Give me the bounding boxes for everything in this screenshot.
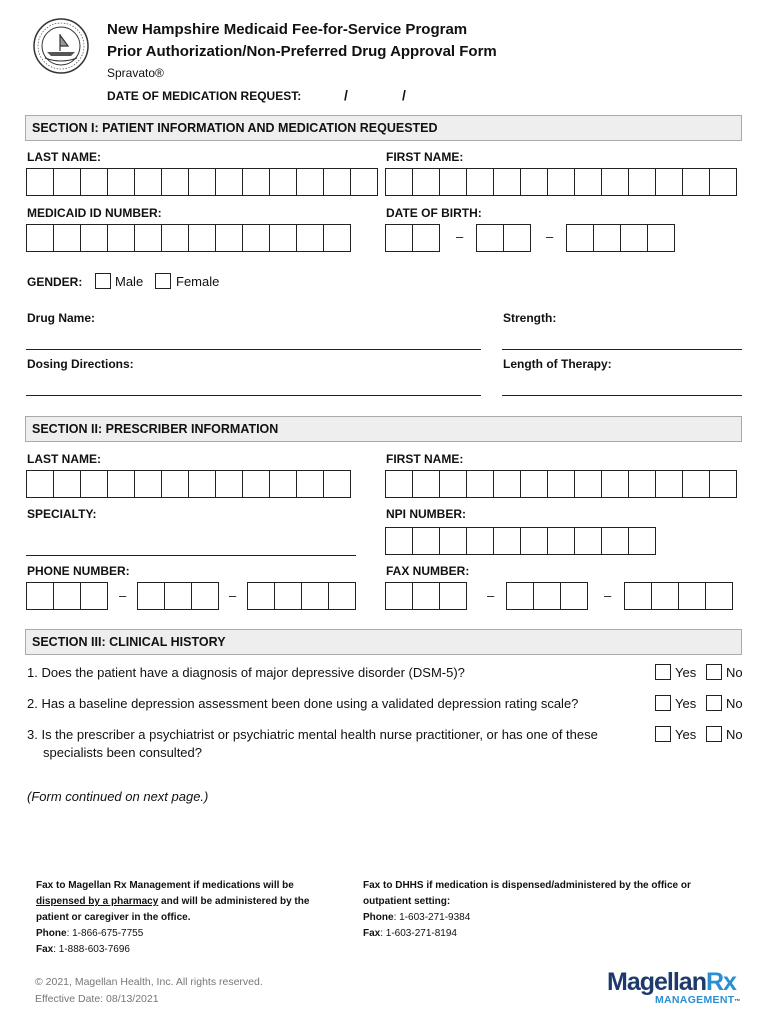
footer-left-line1: Fax to Magellan Rx Management if medications will be (36, 880, 294, 891)
char-box[interactable] (601, 168, 629, 196)
q2-yes-checkbox[interactable] (655, 695, 671, 711)
char-box[interactable] (574, 470, 602, 498)
char-box[interactable] (53, 470, 81, 498)
char-box[interactable] (53, 582, 81, 610)
form-title-line2: Prior Authorization/Non-Preferred Drug Approval Form (107, 43, 497, 60)
char-box[interactable] (53, 224, 81, 252)
char-box[interactable] (247, 582, 275, 610)
q1-yes-checkbox[interactable] (655, 664, 671, 680)
phone-dash-2: – (229, 588, 237, 603)
char-box[interactable] (655, 168, 683, 196)
char-box[interactable] (574, 168, 602, 196)
form-title-line1: New Hampshire Medicaid Fee-for-Service Program (107, 21, 468, 38)
logo-magellan-text: Magellan (607, 968, 706, 996)
char-box[interactable] (188, 224, 216, 252)
gender-male-checkbox[interactable] (95, 273, 111, 289)
char-box[interactable] (215, 224, 243, 252)
question-3-line2: specialists been consulted? (43, 745, 202, 760)
char-box[interactable] (705, 582, 733, 610)
char-box[interactable] (624, 582, 652, 610)
footer-left-line2: dispensed by a pharmacy and will be administered by the (36, 896, 310, 907)
char-box[interactable] (301, 582, 329, 610)
char-box[interactable] (520, 168, 548, 196)
char-box[interactable] (26, 168, 54, 196)
prescriber-first-name-label: FIRST NAME: (386, 452, 464, 466)
fax-label: FAX NUMBER: (386, 564, 470, 578)
char-box[interactable] (215, 168, 243, 196)
state-seal (33, 18, 89, 74)
char-box[interactable] (476, 224, 504, 252)
char-box[interactable] (412, 470, 440, 498)
fax-prefix-field[interactable] (506, 582, 588, 610)
char-box[interactable] (566, 224, 594, 252)
char-box[interactable] (134, 168, 162, 196)
form-continued-note: (Form continued on next page.) (27, 789, 209, 804)
dob-month-field[interactable] (385, 224, 440, 252)
dob-dash-1: – (456, 229, 464, 244)
char-box[interactable] (296, 470, 324, 498)
q2-no-label: No (726, 696, 743, 711)
dob-label: DATE OF BIRTH: (386, 206, 482, 220)
q2-no-checkbox[interactable] (706, 695, 722, 711)
char-box[interactable] (682, 168, 710, 196)
char-box[interactable] (574, 527, 602, 555)
char-box[interactable] (323, 224, 351, 252)
char-box[interactable] (651, 582, 679, 610)
dosing-line[interactable] (26, 395, 481, 396)
char-box[interactable] (601, 527, 629, 555)
char-box[interactable] (137, 582, 165, 610)
gender-female-checkbox[interactable] (155, 273, 171, 289)
char-box[interactable] (385, 527, 413, 555)
footer-left (36, 878, 346, 958)
q3-no-label: No (726, 727, 743, 742)
char-box[interactable] (328, 582, 356, 610)
char-box[interactable] (323, 470, 351, 498)
patient-last-name-field[interactable] (26, 168, 378, 196)
char-box[interactable] (493, 168, 521, 196)
length-therapy-line[interactable] (502, 395, 742, 396)
char-box[interactable] (439, 582, 467, 610)
dob-year-field[interactable] (566, 224, 675, 252)
question-3-line1: 3. Is the prescriber a psychiatrist or psychiatric mental health nurse practitioner, or has one of these (27, 727, 598, 742)
char-box[interactable] (628, 470, 656, 498)
char-box[interactable] (53, 168, 81, 196)
char-box[interactable] (412, 582, 440, 610)
char-box[interactable] (242, 224, 270, 252)
char-box[interactable] (385, 168, 413, 196)
phone-label: PHONE NUMBER: (27, 564, 130, 578)
specialty-line[interactable] (26, 555, 356, 556)
char-box[interactable] (107, 470, 135, 498)
gender-label: GENDER: (27, 275, 83, 289)
section-2-header: SECTION II: PRESCRIBER INFORMATION (25, 416, 742, 442)
dosing-label: Dosing Directions: (27, 357, 134, 371)
dob-dash-2: – (546, 229, 554, 244)
char-box[interactable] (533, 582, 561, 610)
phone-line-field[interactable] (247, 582, 356, 610)
char-box[interactable] (385, 224, 413, 252)
char-box[interactable] (593, 224, 621, 252)
strength-label: Strength: (503, 311, 557, 325)
char-box[interactable] (709, 470, 737, 498)
footer-left-fax: Fax: 1-888-603-7696 (36, 944, 130, 955)
char-box[interactable] (134, 224, 162, 252)
phone-prefix-field[interactable] (137, 582, 219, 610)
fax-dash-2: – (604, 588, 612, 603)
char-box[interactable] (161, 224, 189, 252)
char-box[interactable] (107, 224, 135, 252)
char-box[interactable] (466, 527, 494, 555)
npi-field[interactable] (385, 527, 656, 555)
char-box[interactable] (385, 582, 413, 610)
char-box[interactable] (296, 168, 324, 196)
prescriber-last-name-field[interactable] (26, 470, 351, 498)
phone-dash-1: – (119, 588, 127, 603)
char-box[interactable] (269, 470, 297, 498)
char-box[interactable] (134, 470, 162, 498)
footer-right (363, 878, 743, 942)
char-box[interactable] (242, 470, 270, 498)
char-box[interactable] (493, 527, 521, 555)
char-box[interactable] (80, 582, 108, 610)
char-box[interactable] (191, 582, 219, 610)
fax-line-field[interactable] (624, 582, 733, 610)
char-box[interactable] (466, 470, 494, 498)
char-box[interactable] (269, 224, 297, 252)
section-3-header: SECTION III: CLINICAL HISTORY (25, 629, 742, 655)
gender-female-label: Female (176, 274, 220, 289)
char-box[interactable] (493, 470, 521, 498)
specialty-label: SPECIALTY: (27, 507, 97, 521)
char-box[interactable] (188, 168, 216, 196)
char-box[interactable] (188, 470, 216, 498)
drug-name-line[interactable] (26, 349, 481, 350)
phone-area-field[interactable] (26, 582, 108, 610)
char-box[interactable] (26, 224, 54, 252)
footer-left-phone: Phone: 1-866-675-7755 (36, 928, 144, 939)
dob-day-field[interactable] (476, 224, 531, 252)
char-box[interactable] (520, 470, 548, 498)
q3-no-checkbox[interactable] (706, 726, 722, 742)
date-slash-2: / (402, 87, 406, 103)
char-box[interactable] (80, 224, 108, 252)
drug-name-label: Drug Name: (27, 311, 96, 325)
char-box[interactable] (620, 224, 648, 252)
char-box[interactable] (242, 168, 270, 196)
char-box[interactable] (350, 168, 378, 196)
patient-first-name-field[interactable] (385, 168, 737, 196)
logo-tm: ™ (734, 999, 741, 1005)
char-box[interactable] (107, 168, 135, 196)
char-box[interactable] (269, 168, 297, 196)
char-box[interactable] (439, 527, 467, 555)
char-box[interactable] (164, 582, 192, 610)
q2-yes-label: Yes (675, 696, 697, 711)
char-box[interactable] (161, 168, 189, 196)
char-box[interactable] (80, 470, 108, 498)
footer-left-line3: patient or caregiver in the office. (36, 912, 191, 923)
patient-first-name-label: FIRST NAME: (386, 150, 464, 164)
char-box[interactable] (547, 470, 575, 498)
q1-no-label: No (726, 665, 743, 680)
logo-management-text: MANAGEMENT (655, 994, 735, 1006)
char-box[interactable] (682, 470, 710, 498)
length-therapy-label: Length of Therapy: (503, 357, 612, 371)
char-box[interactable] (412, 168, 440, 196)
patient-last-name-label: LAST NAME: (27, 150, 101, 164)
char-box[interactable] (655, 470, 683, 498)
char-box[interactable] (520, 527, 548, 555)
char-box[interactable] (547, 527, 575, 555)
effective-date: Effective Date: 08/13/2021 (35, 993, 159, 1005)
char-box[interactable] (601, 470, 629, 498)
date-slash-1: / (344, 87, 348, 103)
prescriber-last-name-label: LAST NAME: (27, 452, 101, 466)
copyright: © 2021, Magellan Health, Inc. All rights reserved. (35, 976, 263, 988)
footer-right-line1: Fax to DHHS if medication is dispensed/administered by the office or (363, 880, 691, 891)
medicaid-id-field[interactable] (26, 224, 351, 252)
drug-subtitle: Spravato® (107, 66, 164, 80)
question-1: 1. Does the patient have a diagnosis of major depressive disorder (DSM-5)? (27, 665, 465, 680)
gender-male-label: Male (115, 274, 144, 289)
char-box[interactable] (161, 470, 189, 498)
logo-rx-text: Rx (705, 968, 736, 996)
footer-right-fax: Fax: 1-603-271-8194 (363, 928, 457, 939)
char-box[interactable] (678, 582, 706, 610)
q3-yes-checkbox[interactable] (655, 726, 671, 742)
prescriber-first-name-field[interactable] (385, 470, 737, 498)
char-box[interactable] (466, 168, 494, 196)
date-request-label: DATE OF MEDICATION REQUEST: (107, 89, 302, 103)
char-box[interactable] (215, 470, 243, 498)
char-box[interactable] (26, 470, 54, 498)
q1-no-checkbox[interactable] (706, 664, 722, 680)
strength-line[interactable] (502, 349, 742, 350)
char-box[interactable] (80, 168, 108, 196)
char-box[interactable] (296, 224, 324, 252)
fax-dash-1: – (487, 588, 495, 603)
char-box[interactable] (709, 168, 737, 196)
section-1-header: SECTION I: PATIENT INFORMATION AND MEDICATION REQUESTED (25, 115, 742, 141)
char-box[interactable] (560, 582, 588, 610)
char-box[interactable] (439, 168, 467, 196)
char-box[interactable] (412, 224, 440, 252)
char-box[interactable] (628, 527, 656, 555)
char-box[interactable] (274, 582, 302, 610)
char-box[interactable] (547, 168, 575, 196)
fax-area-field[interactable] (385, 582, 467, 610)
char-box[interactable] (628, 168, 656, 196)
question-2: 2. Has a baseline depression assessment been done using a validated depression rating scale? (27, 696, 579, 711)
q1-yes-label: Yes (675, 665, 697, 680)
char-box[interactable] (506, 582, 534, 610)
char-box[interactable] (503, 224, 531, 252)
char-box[interactable] (323, 168, 351, 196)
char-box[interactable] (647, 224, 675, 252)
footer-right-line2: outpatient setting: (363, 896, 451, 907)
char-box[interactable] (26, 582, 54, 610)
npi-label: NPI NUMBER: (386, 507, 466, 521)
q3-yes-label: Yes (675, 727, 697, 742)
medicaid-id-label: MEDICAID ID NUMBER: (27, 206, 162, 220)
magellan-rx-logo (607, 968, 747, 1012)
char-box[interactable] (385, 470, 413, 498)
footer-right-phone: Phone: 1-603-271-9384 (363, 912, 471, 923)
char-box[interactable] (412, 527, 440, 555)
char-box[interactable] (439, 470, 467, 498)
